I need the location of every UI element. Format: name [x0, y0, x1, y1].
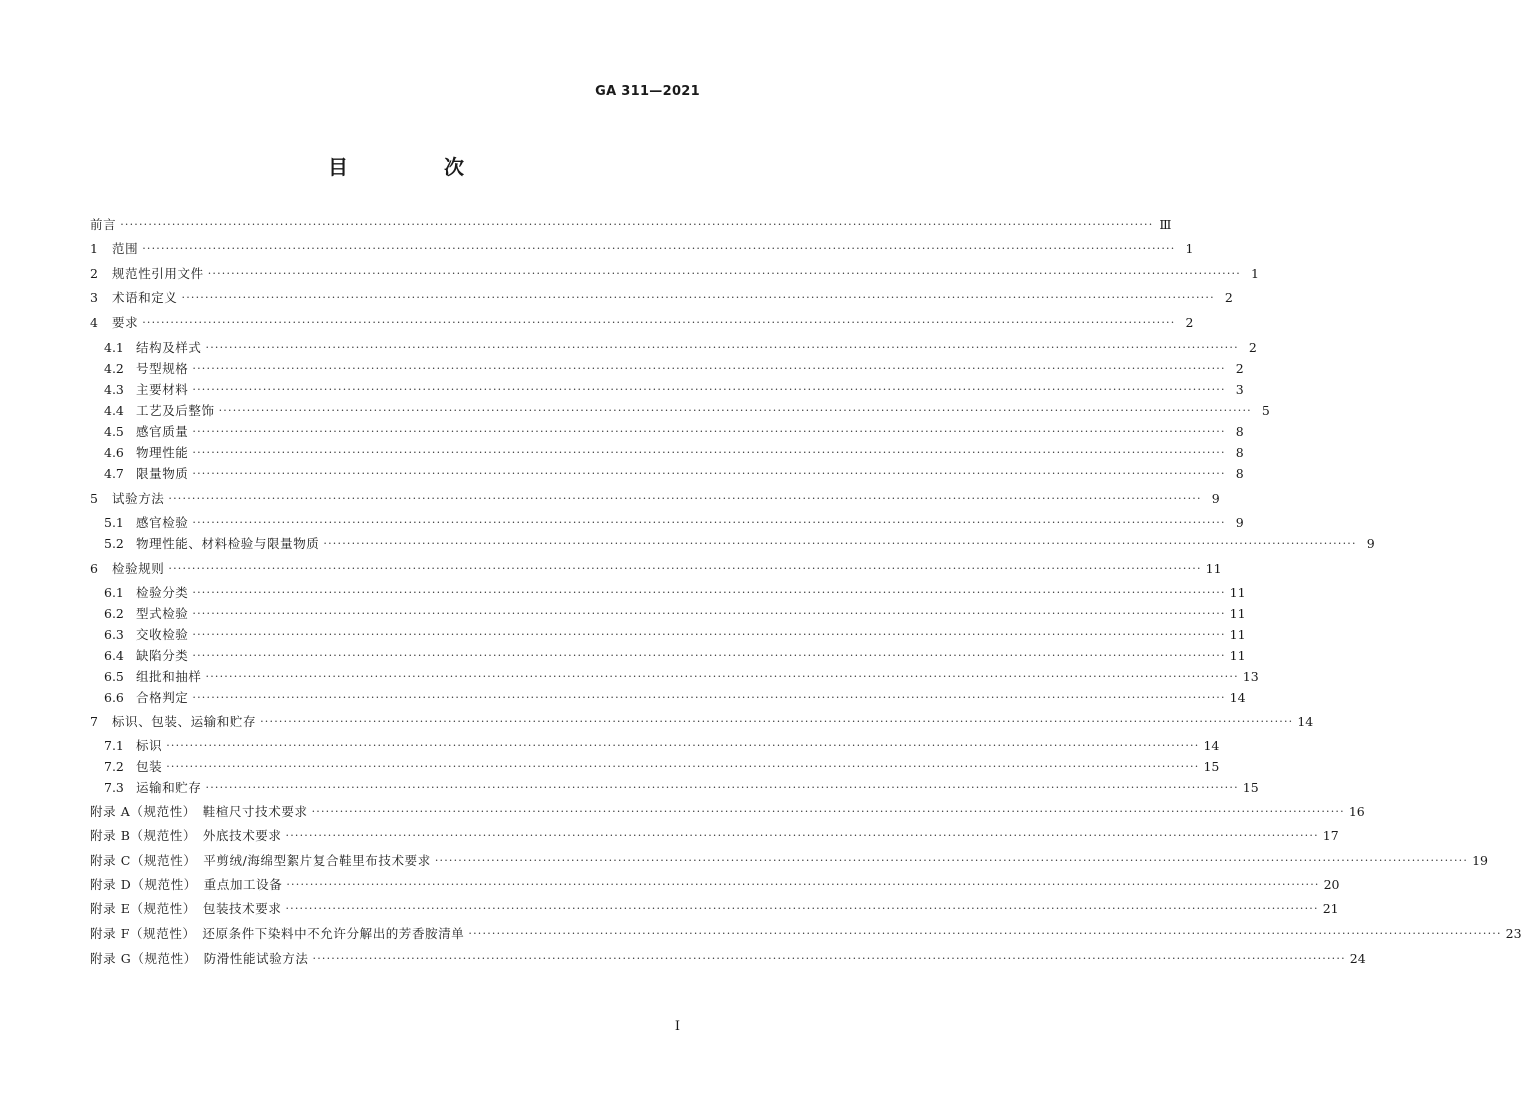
toc-entry-label: 附录 B（规范性） 外底技术要求	[90, 828, 282, 843]
toc-entry-label: 号型规格	[136, 361, 189, 376]
toc-leader-dots: ····························································································································································································································	[311, 804, 1345, 818]
toc-subentry[interactable]	[104, 582, 1246, 602]
toc-entry-number: 6.3	[104, 626, 124, 642]
toc-leader-dots: ····························································································································································································································	[468, 926, 1502, 940]
toc-entry-page: 8	[1235, 423, 1244, 439]
toc-entry-label: 检验规则	[112, 561, 165, 576]
toc-subentry[interactable]	[104, 337, 1257, 357]
toc-leader-dots: ····························································································································································································································	[192, 424, 1226, 438]
toc-entry-page: 2	[1224, 289, 1233, 305]
toc-subentry[interactable]	[104, 358, 1244, 378]
toc-leader-dots: ····························································································································································································································	[120, 217, 1154, 231]
toc-entry-label: 前言	[90, 217, 117, 232]
toc-leader-dots: ····························································································································································································································	[285, 828, 1319, 842]
toc-entry[interactable]	[90, 801, 1365, 821]
toc-entry-label: 合格判定	[136, 690, 189, 705]
toc-subentry[interactable]	[104, 379, 1244, 399]
toc-subentry[interactable]	[104, 777, 1259, 797]
toc-leader-dots: ····························································································································································································································	[205, 780, 1239, 794]
toc-entry-page: 15	[1203, 758, 1220, 774]
toc-leader-dots: ····························································································································································································································	[207, 266, 1241, 280]
toc-entry-number: 3	[90, 289, 98, 305]
toc-entry-page: 13	[1242, 668, 1259, 684]
toc-leader-dots: ····························································································································································································································	[192, 690, 1226, 704]
toc-entry-page: 3	[1235, 381, 1244, 397]
toc-entry-label: 感官质量	[136, 424, 189, 439]
toc-leader-dots: ····························································································································································································································	[192, 585, 1226, 599]
toc-entry-page: 5	[1261, 402, 1270, 418]
toc-entry[interactable]	[90, 948, 1366, 968]
toc-entry-label: 交收检验	[136, 627, 189, 642]
toc-entry-page: 11	[1229, 626, 1246, 642]
toc-entry-page: 21	[1322, 900, 1339, 916]
toc-leader-dots: ····························································································································································································································	[205, 340, 1239, 354]
toc-entry-label: 附录 A（规范性） 鞋楦尺寸技术要求	[90, 804, 308, 819]
toc-entry[interactable]	[90, 898, 1339, 918]
toc-subentry[interactable]	[104, 756, 1220, 776]
toc-entry-number: 6.1	[104, 584, 124, 600]
toc-subentry[interactable]	[104, 603, 1246, 623]
toc-entry[interactable]	[90, 263, 1259, 283]
toc-leader-dots: ····························································································································································································································	[192, 361, 1226, 375]
toc-leader-dots: ····························································································································································································································	[181, 290, 1215, 304]
toc-leader-dots: ····························································································································································································································	[312, 951, 1346, 965]
toc-entry-number: 7.1	[104, 737, 124, 753]
toc-entry-label: 运输和贮存	[136, 780, 202, 795]
toc-leader-dots: ····························································································································································································································	[192, 515, 1226, 529]
toc-leader-dots: ····························································································································································································································	[218, 403, 1252, 417]
toc-entry-page: 14	[1229, 689, 1246, 705]
toc-entry-page: 2	[1185, 314, 1194, 330]
toc-entry-number: 5.2	[104, 535, 124, 551]
toc-subentry[interactable]	[104, 442, 1244, 462]
toc-subentry[interactable]	[104, 533, 1375, 553]
toc-entry-label: 附录 D（规范性） 重点加工设备	[90, 877, 283, 892]
toc-entry-number: 2	[90, 265, 98, 281]
toc-entry-number: 5	[90, 490, 98, 506]
toc-subentry[interactable]	[104, 421, 1244, 441]
toc-entry-label: 主要材料	[136, 382, 189, 397]
toc-entry[interactable]	[90, 214, 1172, 234]
toc-entry-page: 20	[1323, 876, 1340, 892]
toc-entry-number: 6	[90, 560, 98, 576]
toc-leader-dots: ····························································································································································································································	[166, 738, 1200, 752]
toc-entry[interactable]	[90, 923, 1522, 943]
toc-leader-dots: ····························································································································································································································	[168, 561, 1202, 575]
toc-entry-number: 7	[90, 713, 98, 729]
toc-entry[interactable]	[90, 711, 1314, 731]
toc-entry[interactable]	[90, 825, 1339, 845]
toc-entry-page: 8	[1235, 465, 1244, 481]
toc-entry-page: 8	[1235, 444, 1244, 460]
toc-entry-page: 19	[1472, 852, 1488, 868]
toc-entry-number: 1	[90, 240, 98, 256]
toc-entry-page: 15	[1242, 779, 1259, 795]
toc-entry-number: 4.2	[104, 360, 124, 376]
toc-subentry[interactable]	[104, 735, 1220, 755]
toc-subentry[interactable]	[104, 512, 1244, 532]
toc-entry-number: 6.6	[104, 689, 124, 705]
toc-entry-label: 术语和定义	[112, 290, 178, 305]
toc-subentry[interactable]	[104, 666, 1259, 686]
toc-entry-label: 结构及样式	[136, 340, 202, 355]
toc-entry-page: 16	[1348, 803, 1365, 819]
toc-entry-page: 14	[1297, 713, 1314, 729]
toc-leader-dots: ····························································································································································································································	[192, 648, 1226, 662]
toc-entry-page: 2	[1235, 360, 1244, 376]
toc-subentry[interactable]	[104, 687, 1246, 707]
toc-entry-label: 范围	[112, 241, 139, 256]
toc-entry-number: 4.4	[104, 402, 124, 418]
toc-leader-dots: ····························································································································································································································	[166, 759, 1200, 773]
toc-entry[interactable]	[90, 287, 1233, 307]
toc-entry-label: 检验分类	[136, 585, 189, 600]
toc-subentry[interactable]	[104, 645, 1246, 665]
toc-entry[interactable]	[90, 874, 1340, 894]
toc-entry-label: 物理性能	[136, 445, 189, 460]
toc-entry-page: 23	[1505, 925, 1522, 941]
toc-entry-page: 11	[1229, 605, 1246, 621]
toc-subentry[interactable]	[104, 400, 1270, 420]
toc-entry-number: 4.1	[104, 339, 124, 355]
toc-subentry[interactable]	[104, 624, 1246, 644]
toc-leader-dots: ····························································································································································································································	[142, 315, 1176, 329]
toc-entry-label: 物理性能、材料检验与限量物质	[136, 536, 320, 551]
toc-entry-label: 限量物质	[136, 466, 189, 481]
toc-entry-number: 4.7	[104, 465, 124, 481]
toc-entry-page: Ⅲ	[1159, 216, 1172, 232]
toc-entry-page: 9	[1211, 490, 1220, 506]
toc-leader-dots: ····························································································································································································································	[286, 877, 1320, 891]
toc-leader-dots: ····························································································································································································································	[260, 714, 1294, 728]
toc-entry-page: 11	[1229, 647, 1246, 663]
toc-leader-dots: ····························································································································································································································	[205, 669, 1239, 683]
toc-entry-page: 17	[1322, 827, 1339, 843]
toc-leader-dots: ····························································································································································································································	[285, 901, 1319, 915]
toc-entry-page: 11	[1229, 584, 1246, 600]
toc-entry[interactable]	[90, 850, 1488, 870]
toc-leader-dots: ····························································································································································································································	[192, 445, 1226, 459]
toc-entry-label: 标识、包装、运输和贮存	[112, 714, 257, 729]
toc-entry-label: 型式检验	[136, 606, 189, 621]
toc-entry-label: 附录 G（规范性） 防滑性能试验方法	[90, 951, 309, 966]
toc-entry-number: 4	[90, 314, 98, 330]
standard-code: GA 311—2021	[595, 84, 700, 99]
toc-entry-page: 24	[1349, 950, 1366, 966]
toc-entry-label: 规范性引用文件	[112, 266, 204, 281]
toc-entry-number: 5.1	[104, 514, 124, 530]
toc-subentry[interactable]	[104, 463, 1244, 483]
toc-leader-dots: ····························································································································································································································	[192, 627, 1226, 641]
toc-entry-number: 7.3	[104, 779, 124, 795]
toc-leader-dots: ····························································································································································································································	[192, 466, 1226, 480]
toc-entry-label: 缺陷分类	[136, 648, 189, 663]
toc-entry-label: 附录 E（规范性） 包装技术要求	[90, 901, 282, 916]
toc-entry[interactable]	[90, 238, 1194, 258]
toc-entry[interactable]	[90, 488, 1220, 508]
toc-leader-dots: ····························································································································································································································	[192, 382, 1226, 396]
toc-entry-page: 14	[1203, 737, 1220, 753]
toc-entry-label: 包装	[136, 759, 163, 774]
toc-entry-label: 标识	[136, 738, 163, 753]
toc-leader-dots: ····························································································································································································································	[434, 853, 1469, 867]
toc-entry-number: 6.5	[104, 668, 124, 684]
toc-entry[interactable]	[90, 558, 1222, 578]
toc-leader-dots: ····························································································································································································································	[323, 536, 1357, 550]
toc-entry-number: 4.3	[104, 381, 124, 397]
toc-entry-label: 要求	[112, 315, 139, 330]
toc-entry-page: 9	[1235, 514, 1244, 530]
page-title: 目 次	[328, 155, 502, 179]
toc-entry-number: 4.5	[104, 423, 124, 439]
toc-entry-page: 1	[1185, 240, 1194, 256]
toc-entry-label: 感官检验	[136, 515, 189, 530]
toc-entry[interactable]	[90, 312, 1194, 332]
toc-entry-page: 9	[1366, 535, 1375, 551]
toc-leader-dots: ····························································································································································································································	[168, 491, 1202, 505]
toc-leader-dots: ····························································································································································································································	[142, 241, 1176, 255]
toc-entry-label: 试验方法	[112, 491, 165, 506]
toc-entry-number: 6.4	[104, 647, 124, 663]
toc-entry-number: 6.2	[104, 605, 124, 621]
toc-entry-label: 组批和抽样	[136, 669, 202, 684]
toc-entry-label: 附录 F（规范性） 还原条件下染料中不允许分解出的芳香胺清单	[90, 926, 465, 941]
toc-entry-label: 附录 C（规范性） 平剪绒/海绵型絮片复合鞋里布技术要求	[90, 853, 431, 868]
toc-entry-page: 1	[1251, 265, 1259, 281]
toc-entry-number: 7.2	[104, 758, 124, 774]
toc-leader-dots: ····························································································································································································································	[192, 606, 1226, 620]
toc-entry-page: 2	[1248, 339, 1257, 355]
toc-entry-page: 11	[1205, 560, 1222, 576]
page-folio: Ⅰ	[674, 1019, 680, 1034]
toc-entry-number: 4.6	[104, 444, 124, 460]
toc-entry-label: 工艺及后整饰	[136, 403, 215, 418]
